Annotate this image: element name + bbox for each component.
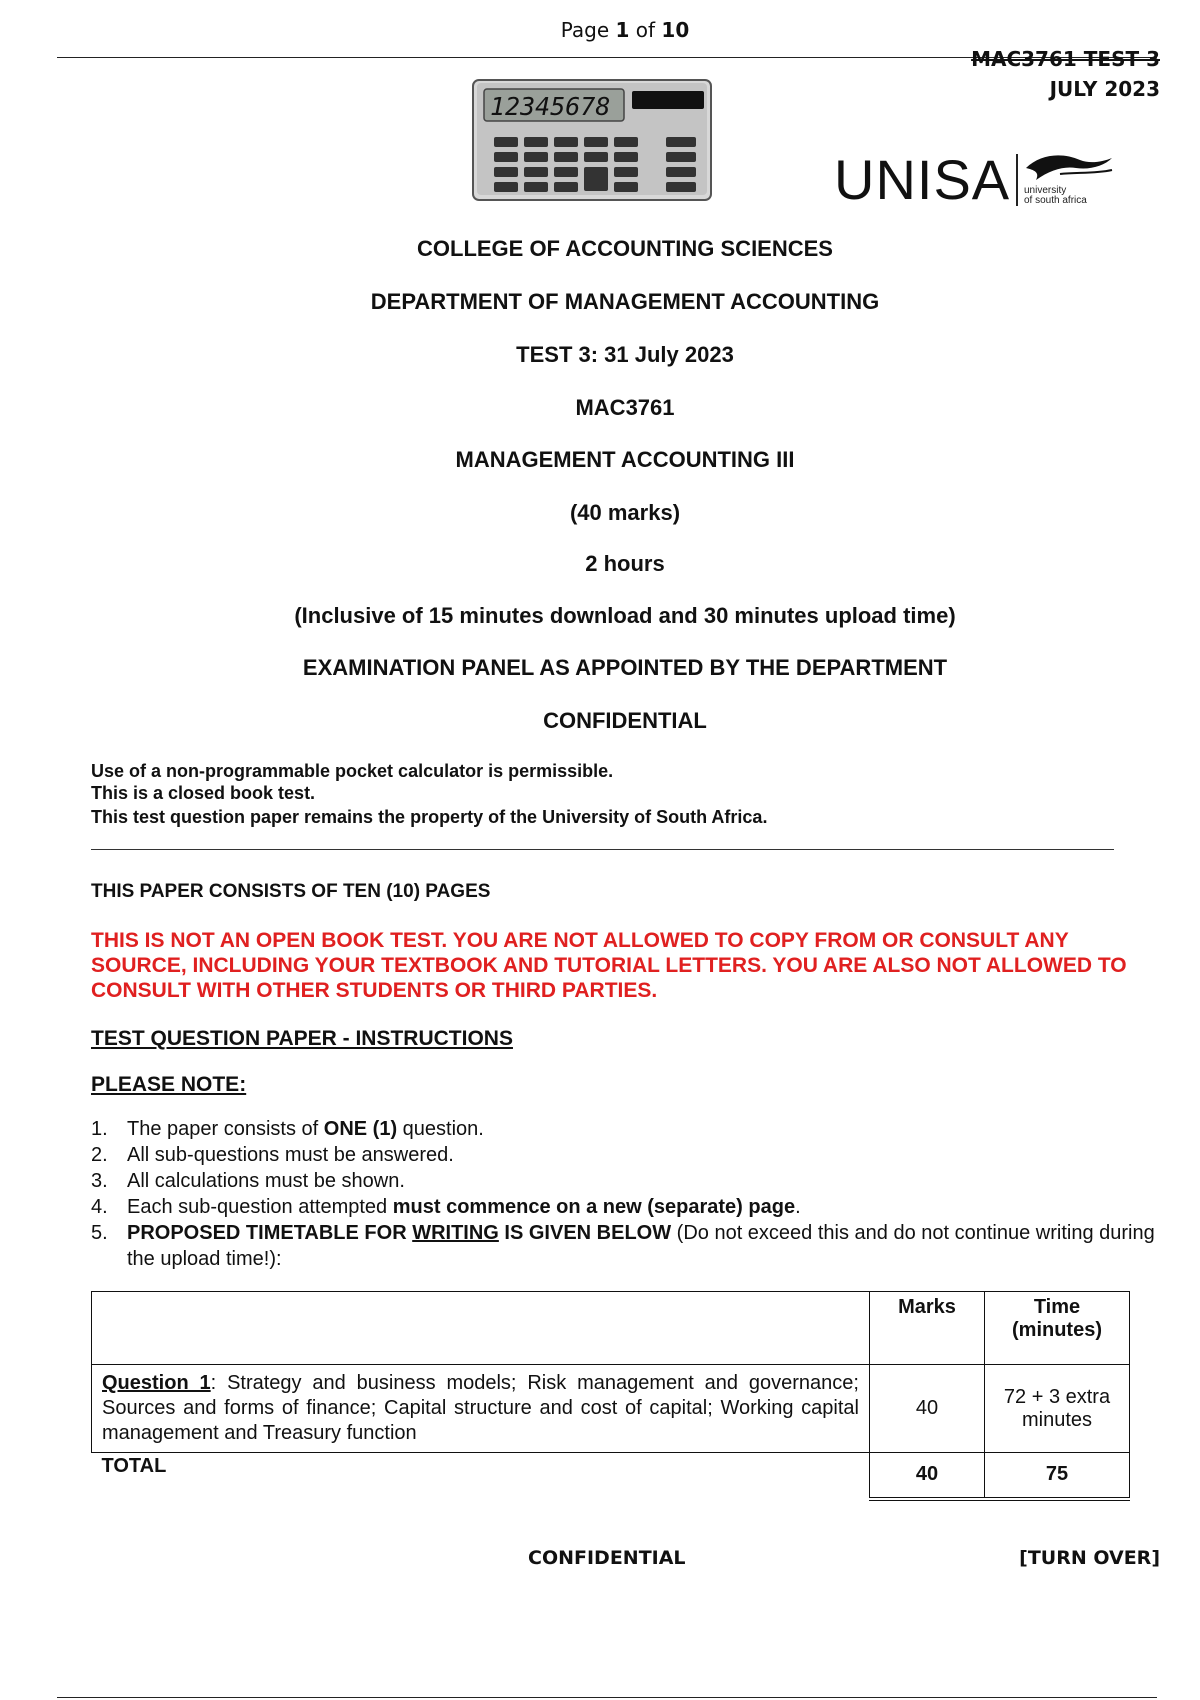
table-header-row [92,1292,1130,1365]
confidential-title: CONFIDENTIAL [543,708,707,733]
page-total: 10 [661,18,690,42]
instructions-list [91,1116,1166,1272]
instruction-number: 5. [91,1222,108,1244]
instruction-text: Each sub-question attempted [127,1196,393,1218]
question-marks: 40 [870,1365,985,1453]
section-divider [91,849,1114,850]
instruction-text-end: (Do not exceed this and do not continue writing during the upload time!): [127,1222,1155,1270]
instruction-text: All sub-questions must be answered. [127,1144,454,1166]
calculator-image [472,79,712,201]
footer-turn-over: [TURN OVER] [1019,1547,1160,1569]
module-code: MAC3761 [575,395,675,420]
instruction-bold: ONE (1) [323,1118,398,1140]
total-label: TOTAL [101,1455,167,1477]
instruction-item [91,1168,1166,1194]
question-label: Question 1 [102,1372,211,1394]
instruction-number: 3. [91,1170,108,1192]
note-property: This test question paper remains the property of the University of South Africa. [91,807,768,827]
bird-icon [1020,150,1114,186]
examination-panel: EXAMINATION PANEL AS APPOINTED BY THE DEPARTMENT [302,655,948,680]
test-title: TEST 3: 31 July 2023 [516,342,734,367]
note-calculator: Use of a non-programmable pocket calculator is permissible. [91,761,614,781]
instruction-bold: PROPOSED TIMETABLE FOR [127,1222,413,1244]
duration: 2 hours [585,551,665,576]
please-note-heading: PLEASE NOTE: [91,1073,247,1096]
instruction-number: 1. [91,1118,108,1140]
table-total-row [92,1453,1130,1499]
table-row [92,1365,1130,1453]
question-time: 72 + 3 extra minutes [985,1365,1130,1453]
page-current: 1 [615,18,630,42]
unisa-wordmark: UNISA [834,148,1011,211]
college-name: COLLEGE OF ACCOUNTING SCIENCES [417,236,833,261]
page-of: of [635,18,656,42]
total-marks: (40 marks) [569,500,681,525]
instruction-item [91,1142,1166,1168]
page-number [0,18,1200,42]
header-date: JULY 2023 [1049,77,1160,101]
instructions-heading: TEST QUESTION PAPER - INSTRUCTIONS [91,1027,513,1050]
calculator-display: 12345678 [490,92,611,121]
header-time: Time (minutes) [985,1292,1130,1365]
footer-confidential: CONFIDENTIAL [528,1547,686,1569]
instruction-text: The paper consists of [127,1118,324,1140]
instruction-text-end: question. [397,1118,484,1140]
warning-text: THIS IS NOT AN OPEN BOOK TEST. YOU ARE NOT ALLOWED TO COPY FROM OR CONSULT ANY SOURCE, INCLUDING YOUR TEXTBOOK AND TUTORIAL LETTERS. YOU ARE ALSO NOT ALLOWED TO CONSULT WITH OTHER STUDENTS OR THIRD PARTIES. [91,929,1127,1002]
instruction-bold-underlined: WRITING [412,1222,499,1244]
total-time-cell: 75 [985,1453,1130,1499]
footer-rule [57,1697,1157,1698]
module-name: MANAGEMENT ACCOUNTING III [455,447,795,472]
logo-subline-1: university [1024,185,1067,196]
total-marks-cell: 40 [870,1453,985,1499]
header-course-test: MAC3761 TEST 3 [971,47,1160,71]
timetable [91,1291,1130,1501]
page-prefix: Page [560,18,610,42]
inclusive-time-note: (Inclusive of 15 minutes download and 30 minutes upload time) [294,603,956,628]
question-description [92,1365,870,1453]
page-count-statement: THIS PAPER CONSISTS OF TEN (10) PAGES [91,881,491,902]
department-name: DEPARTMENT OF MANAGEMENT ACCOUNTING [370,289,880,314]
logo-subline-2: of south africa [1024,195,1087,206]
unisa-logo [834,150,1114,220]
instruction-bold: must commence on a new (separate) page [392,1196,796,1218]
header-blank-cell [92,1292,870,1365]
instruction-text-end: . [795,1196,801,1218]
instruction-item [91,1116,1166,1142]
instruction-text: All calculations must be shown. [127,1170,405,1192]
note-closed-book: This is a closed book test. [91,783,316,803]
logo-divider [1016,154,1018,206]
header-marks: Marks [870,1292,985,1365]
instruction-number: 4. [91,1196,108,1218]
instruction-item [91,1194,1166,1220]
instruction-number: 2. [91,1144,108,1166]
question-topics: : Strategy and business models; Risk management and governance; Sources and forms of finance; Capital structure and cost of capital; Working capital management and Treasury function [102,1372,859,1444]
instruction-item [91,1220,1166,1272]
instruction-bold-end: IS GIVEN BELOW [498,1222,672,1244]
